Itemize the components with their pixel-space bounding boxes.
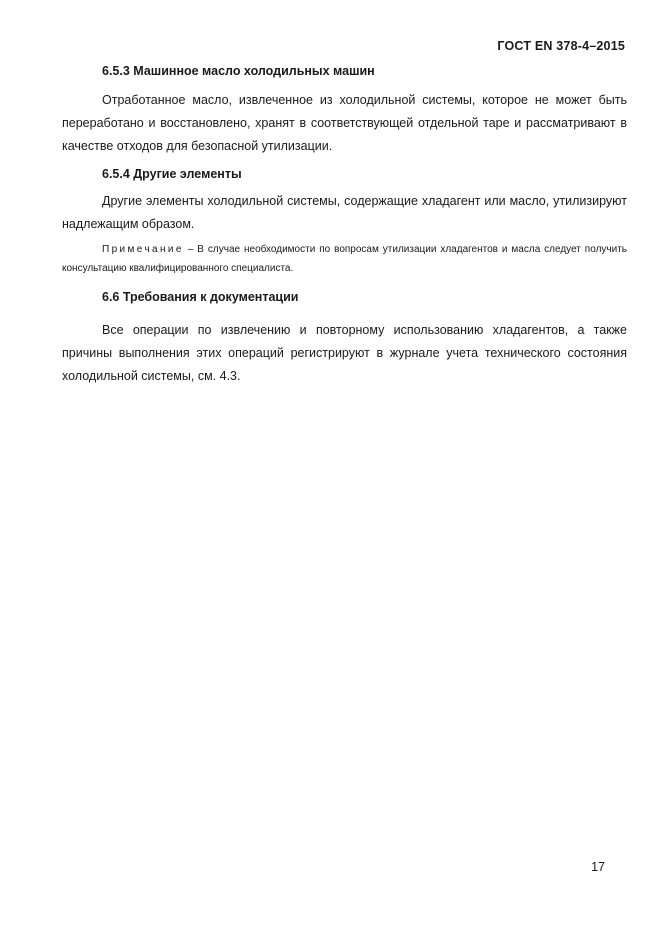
standard-number-header: ГОСТ EN 378-4–2015 bbox=[497, 39, 625, 53]
section-heading-6-5-3: 6.5.3 Машинное масло холодильных машин bbox=[102, 64, 375, 78]
note-paragraph bbox=[62, 240, 627, 278]
page-content bbox=[62, 62, 627, 388]
section-heading-6-6: 6.6 Требования к документации bbox=[102, 290, 299, 304]
section-text-6-5-4: Другие элементы холодильной системы, содержащие хладагент или масло, утилизируют надлежащим образом. bbox=[62, 194, 627, 231]
page-number: 17 bbox=[591, 860, 605, 874]
section-text-6-5-3: Отработанное масло, извлеченное из холодильной системы, которое не может быть переработано и восстановлено, хранят в соответствующей отдельной таре и рассматривают в качестве отходов для безопасной утилизации. bbox=[62, 93, 627, 153]
note-label: Примечание bbox=[102, 244, 184, 255]
note-text: – В случае необходимости по вопросам утилизации хладагентов и масла следует получить консультацию квалифицированного специалиста. bbox=[62, 244, 627, 274]
section-text-6-6: Все операции по извлечению и повторному использованию хладагентов, а также причины выполнения этих операций регистрируют в журнале учета технического состояния холодильной системы, см. 4.3. bbox=[62, 323, 627, 383]
section-heading-6-5-4: 6.5.4 Другие элементы bbox=[102, 167, 242, 181]
